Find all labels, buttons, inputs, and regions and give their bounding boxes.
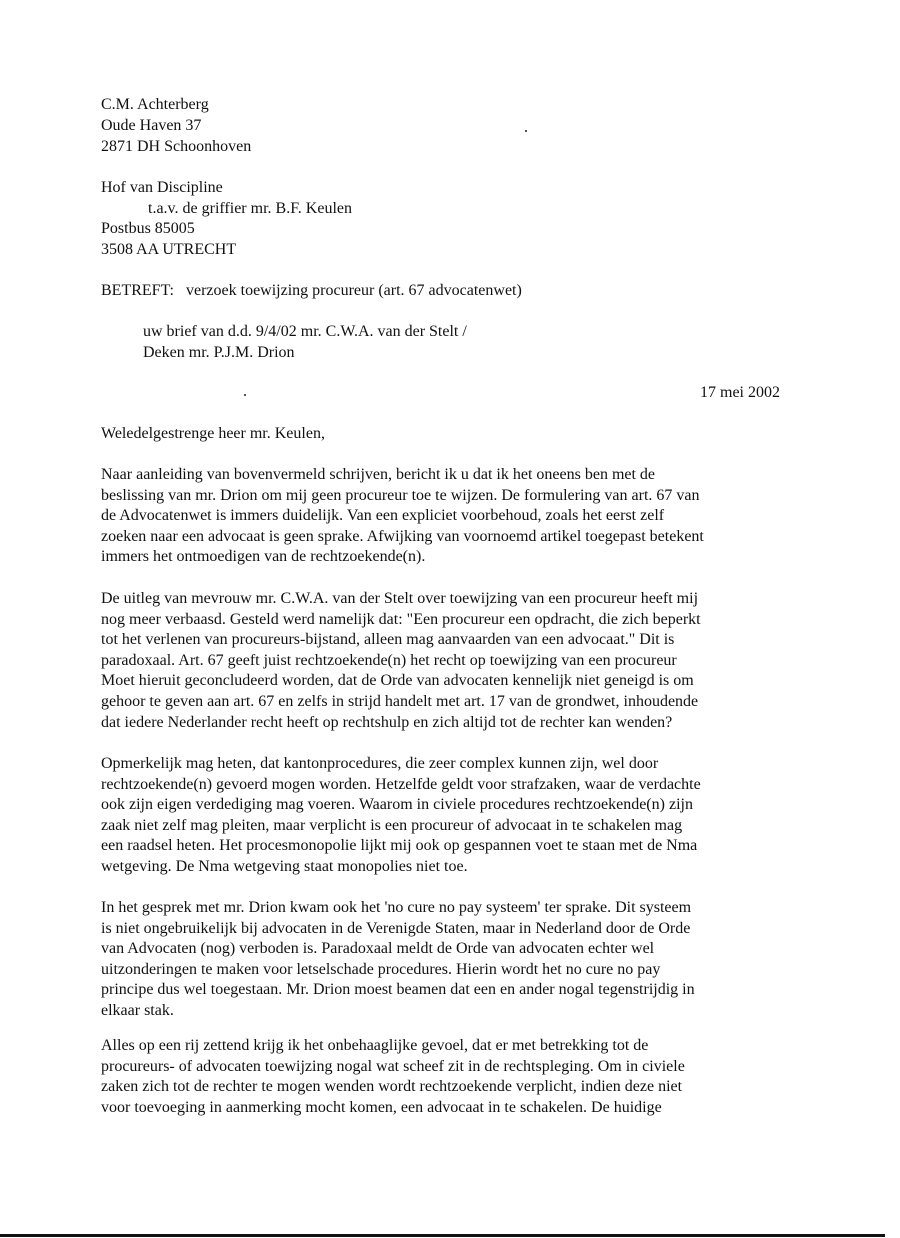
sender-street: Oude Haven 37 (101, 117, 202, 134)
paragraph-line: dat iedere Nederlander recht heeft op rechtshulp en zich altijd tot de rechter kan wenden? (101, 713, 673, 731)
paragraph-line: paradoxaal. Art. 67 geeft juist rechtzoekende(n) het recht op toewijzing van een procureur (101, 651, 677, 669)
subject-text: verzoek toewijzing procureur (art. 67 advocatenwet) (185, 282, 522, 299)
sender-city: 2871 DH Schoonhoven (101, 138, 252, 155)
paragraph-line: In het gesprek met mr. Drion kwam ook het 'no cure no pay systeem' ter sprake. Dit systeem (101, 899, 692, 916)
paragraph-line: een raadsel heten. Het procesmonopolie lijkt mij ook op gespannen voet te staan met de Nma (101, 837, 698, 855)
subject-line (101, 281, 522, 301)
paragraph-line: de Advocatenwet is immers duidelijk. Van een expliciet voorbehoud, zoals het eerst zelf (101, 507, 665, 525)
scan-speck (244, 394, 246, 396)
paragraph-line: nog meer verbaasd. Gesteld werd namelijk dat: "Een procureur een opdracht, die zich beperkt (101, 610, 701, 628)
recipient-city: 3508 AA UTRECHT (101, 241, 237, 258)
paragraph-line: zaak niet zelf mag pleiten, maar verplicht is een procureur of advocaat in te schakelen mag (101, 816, 683, 834)
paragraph-line: voor toevoeging in aanmerking mocht komen, een advocaat in te schakelen. De huidige (101, 1098, 662, 1116)
paragraph-4 (101, 898, 791, 1022)
paragraph-line: Alles op een rij zettend krijg ik het onbehaaglijke gevoel, dat er met betrekking tot de (101, 1037, 649, 1054)
reference-line-2: Deken mr. P.J.M. Drion (143, 344, 295, 361)
paragraph-line: gehoor te geven aan art. 67 en zelfs in strijd handelt met art. 17 van de grondwet, inhoudende (101, 692, 699, 710)
paragraph-2 (101, 589, 791, 733)
paragraph-3 (101, 754, 791, 878)
paragraph-line: De uitleg van mevrouw mr. C.W.A. van der Stelt over toewijzing van een procureur heeft mij (101, 590, 699, 607)
salutation: Weledelgestrenge heer mr. Keulen, (101, 425, 325, 442)
recipient-org: Hof van Discipline (101, 179, 223, 196)
paragraph-line: tot het verlenen van procureurs-bijstand, alleen mag aanvaarden van een advocaat." Dit is (101, 631, 675, 649)
recipient-postbus: Postbus 85005 (101, 220, 195, 237)
paragraph-line: zoeken naar een advocaat is geen sprake. Afwijking van voornoemd artikel toegepast betekent (101, 527, 704, 545)
paragraph-line: principe dus wel toegestaan. Mr. Drion moest beamen dat een en ander nogal tegenstrijdig in (101, 981, 695, 999)
subject-label: BETREFT: (101, 282, 174, 299)
reference-line-1: uw brief van d.d. 9/4/02 mr. C.W.A. van der Stelt / (143, 323, 467, 340)
sender-name: C.M. Achterberg (101, 96, 209, 113)
paragraph-line: van Advocaten (nog) verboden is. Paradoxaal meldt de Orde van advocaten echter wel (101, 940, 655, 958)
paragraph-line: uitzonderingen te maken voor letselschade procedures. Hierin wordt het no cure no pay (101, 960, 661, 978)
scan-bottom-edge (0, 1234, 885, 1237)
paragraph-1 (101, 465, 791, 568)
paragraph-line: ook zijn eigen verdediging mag voeren. Waarom in civiele procedures rechtzoekende(n) zijn (101, 796, 693, 814)
paragraph-line: elkaar stak. (101, 1001, 174, 1019)
paragraph-line: procureurs- of advocaten toewijzing nogal wat scheef zit in de rechtspleging. Om in civiele (101, 1057, 685, 1075)
paragraph-line: wetgeving. De Nma wetgeving staat monopolies niet toe. (101, 857, 468, 875)
paragraph-line: Naar aanleiding van bovenvermeld schrijven, bericht ik u dat ik het oneens ben met de (101, 466, 656, 483)
paragraph-line: beslissing van mr. Drion om mij geen procureur toe te wijzen. De formulering van art. 67 van (101, 486, 700, 504)
letter-date: 17 mei 2002 (700, 384, 780, 401)
paragraph-line: is niet ongebruikelijk bij advocaten in de Verenigde Staten, maar in Nederland door de Orde (101, 919, 691, 937)
scan-speck (525, 130, 527, 132)
recipient-attn: t.a.v. de griffier mr. B.F. Keulen (148, 200, 353, 217)
paragraph-line: rechtzoekende(n) gevoerd mogen worden. Hetzelfde geldt voor strafzaken, waar de verdachte (101, 775, 701, 793)
paragraph-5 (101, 1036, 791, 1118)
paragraph-line: Moet hieruit geconcludeerd worden, dat de Orde van advocaten kennelijk niet geneigd is om (101, 672, 694, 690)
paragraph-line: Opmerkelijk mag heten, dat kantonprocedures, die zeer complex kunnen zijn, wel door (101, 755, 659, 772)
paragraph-line: immers het ontmoedigen van de rechtzoekende(n). (101, 548, 426, 566)
paragraph-line: zaken zich tot de rechter te mogen wenden wordt rechtzoekende verplicht, indien deze niet (101, 1078, 683, 1096)
